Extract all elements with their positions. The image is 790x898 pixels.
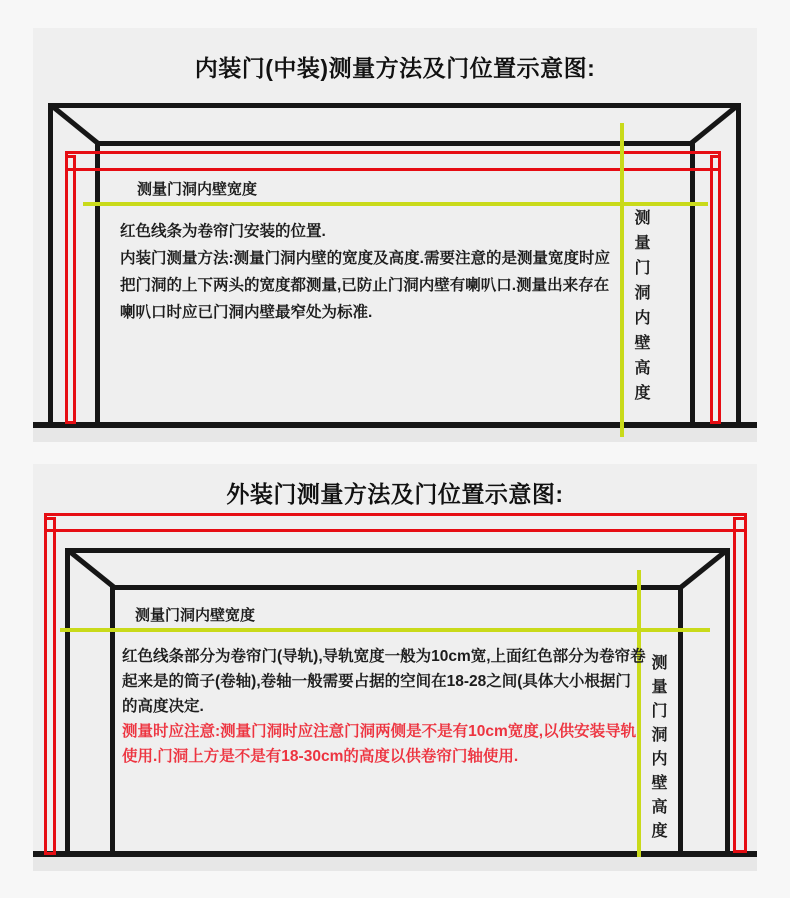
floor-shadow [33,857,757,871]
instruction-line: 把门洞的上下两头的宽度都测量,已防止门洞内壁有喇叭口.测量出来存在 [120,277,610,294]
roller-track-right [710,155,721,424]
instruction-text [120,218,610,326]
floor-line [33,851,757,857]
page-title: 内装门(中装)测量方法及门位置示意图: [194,55,596,81]
instruction-line: 起来是的筒子(卷轴),卷轴一般需要占据的空间在18-28之间(具体大小根据门 [122,673,631,690]
floor-shadow [33,428,757,442]
roller-track-left [65,155,76,424]
measure-width-line [60,628,710,632]
roller-track-left [44,517,56,855]
instruction-line: 的高度决定. [122,698,204,715]
measure-height-line [620,123,624,437]
roller-shutter-axle-band [44,513,747,532]
measure-width-line [83,202,708,206]
measure-height-label: 测量门洞内壁高度 [649,654,666,846]
roller-track-right [733,517,747,853]
floor-line [33,422,757,428]
exterior-door-diagram-panel [33,464,757,871]
measure-height-label: 测量门洞内壁高度 [632,209,649,409]
instruction-text [122,644,646,769]
instruction-line: 红色线条为卷帘门安装的位置. [120,223,326,240]
instruction-line: 喇叭口时应已门洞内壁最窄处为标准. [120,304,373,321]
warning-line: 使用.门洞上方是不是有18-30cm的高度以供卷帘门轴使用. [122,748,519,765]
warning-line: 测量时应注意:测量门洞时应注意门洞两侧是不是有10cm宽度,以供安装导轨 [122,723,637,740]
measure-width-label: 测量门洞内壁宽度 [137,181,258,198]
instruction-line: 红色线条部分为卷帘门(导轨),导轨宽度一般为10cm宽,上面红色部分为卷帘卷 [122,648,646,665]
page-title: 外装门测量方法及门位置示意图: [226,481,564,507]
interior-door-diagram-panel [33,28,757,442]
measure-width-label: 测量门洞内壁宽度 [135,607,256,624]
instruction-line: 内装门测量方法:测量门洞内壁的宽度及高度.需要注意的是测量宽度时应 [120,250,610,267]
